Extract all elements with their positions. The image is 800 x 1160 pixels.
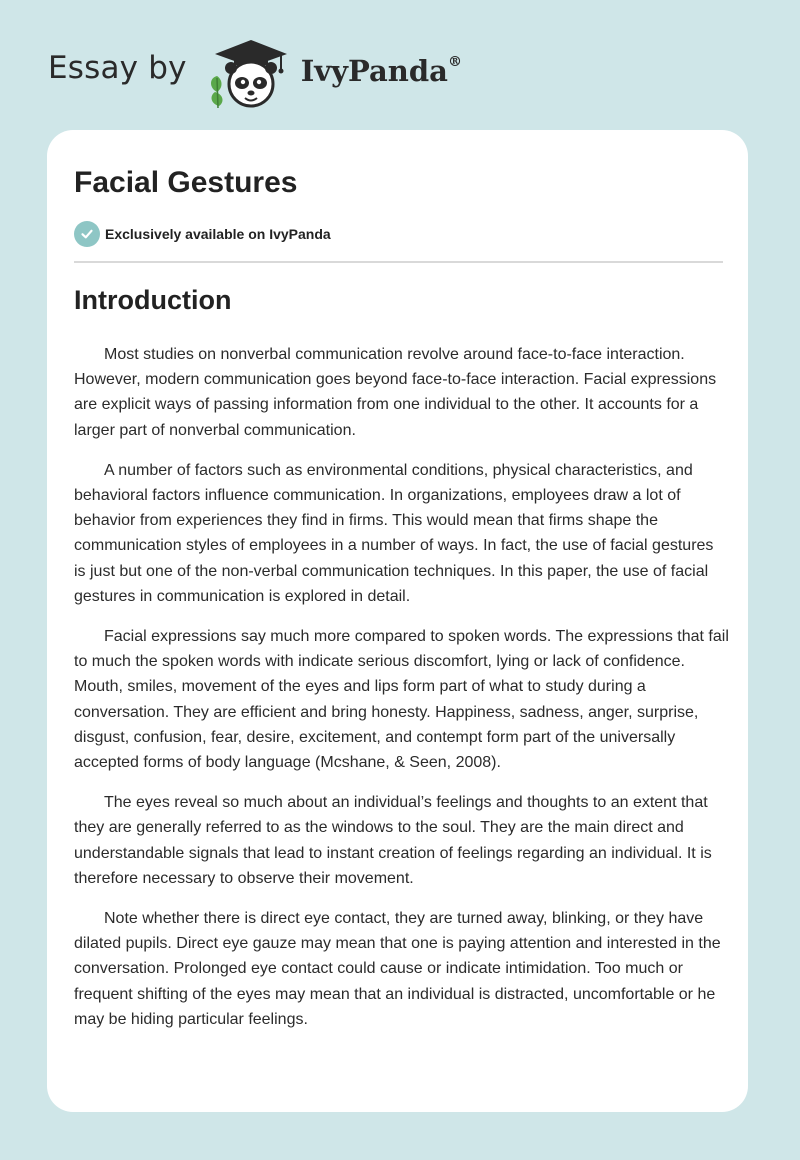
title-divider <box>74 261 723 263</box>
paragraph: The eyes reveal so much about an individual’s feelings and thoughts to an extent that they are generally referred to as the windows to the soul. They are the main direct and understandable signals that lead to instant creation of feelings regarding an individual. It is therefore necessary to observe their movement. <box>74 794 712 887</box>
exclusive-badge-text: Exclusively available on IvyPanda <box>105 226 331 242</box>
paragraph: Note whether there is direct eye contact, they are turned away, blinking, or they have dilated pupils. Direct eye gauze may mean that one is paying attention and interested in the conversation. Prolonged eye contact could cause or indicate intimidation. Too much or frequent shifting of the eyes may mean that an individual is distracted, uncomfortable or he may be hiding particular feelings. <box>74 910 721 1028</box>
section-heading: Introduction <box>74 285 232 315</box>
essay-title: Facial Gestures <box>74 166 298 199</box>
check-circle-icon <box>74 221 100 247</box>
essay-by-label: Essay by <box>48 50 187 86</box>
panda-graduate-logo-icon[interactable] <box>201 34 293 110</box>
exclusive-badge <box>74 221 331 247</box>
brand-name-text: IvyPanda <box>300 54 448 88</box>
essay-body <box>74 342 729 1047</box>
site-header <box>48 34 462 110</box>
paragraph: A number of factors such as environmental conditions, physical characteristics, and behavioral factors influence communication. In organizations, employees draw a lot of behavior from experiences they find in firms. This would mean that firms shape the communication styles of employees in a number of ways. In fact, the use of facial gestures is just but one of the non-verbal communication techniques. In this paper, the use of facial gestures in communication is explored in detail. <box>74 461 714 605</box>
essay-card <box>47 130 748 1112</box>
brand-name[interactable] <box>301 54 462 88</box>
paragraph: Facial expressions say much more compared to spoken words. The expressions that fail to much the spoken words with indicate serious discomfort, lying or lack of confidence. Mouth, smiles, movement of the eyes and lips form part of what to study during a conversation. They are efficient and bring honesty. Happiness, sadness, anger, surprise, disgust, confusion, fear, desire, excitement, and contempt form part of the universally accepted forms of body language (Mcshane, & Seen, 2008). <box>74 628 729 772</box>
paragraph: Most studies on nonverbal communication revolve around face-to-face interaction. However, modern communication goes beyond face-to-face interaction. Facial expressions are explicit ways of passing information from one individual to the other. It accounts for a larger part of nonverbal communication. <box>74 346 717 439</box>
registered-mark: ® <box>447 54 462 71</box>
